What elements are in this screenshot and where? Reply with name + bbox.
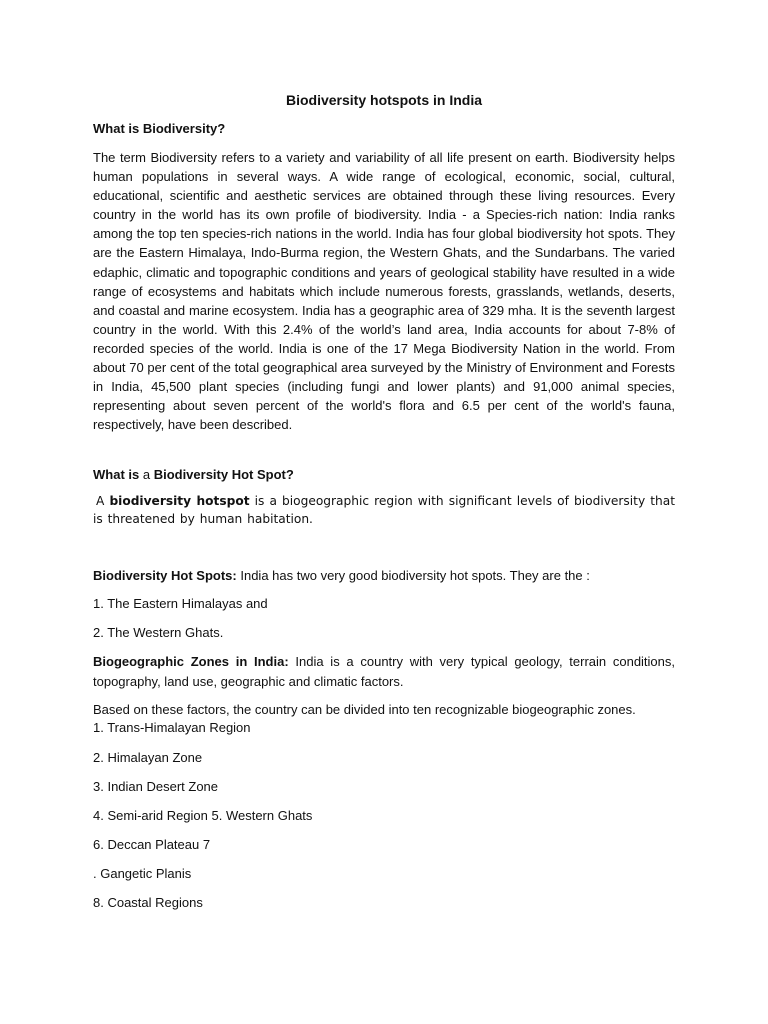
list-item: 3. Indian Desert Zone	[93, 779, 219, 794]
zones-intro: Based on these factors, the country can be divided into ten recognizable biogeographic zones.	[93, 702, 636, 717]
definition-term: biodiversity hotspot	[109, 494, 250, 508]
zones-label: Biogeographic Zones in India:	[93, 654, 289, 669]
list-item: 8. Coastal Regions	[93, 895, 203, 910]
hotspots-label: Biodiversity Hot Spots:	[93, 568, 237, 583]
list-item: 2. Himalayan Zone	[93, 750, 203, 765]
zones-text: India is a country with very typical geology, terrain conditions, topography, land use, geographic and climatic factors.	[93, 654, 676, 689]
heading-hotspot-part-1: What is	[93, 467, 143, 482]
list-item: 6. Deccan Plateau 7	[93, 837, 211, 852]
list-item: 1. Trans-Himalayan Region	[93, 720, 251, 735]
list-item: 2. The Western Ghats.	[93, 625, 224, 640]
heading-what-is-hotspot	[93, 466, 294, 484]
hotspot-definition	[93, 492, 675, 528]
definition-part-2: is a biogeographic region with significant levels of biodiversity that is threatened by human habitation.	[93, 494, 675, 526]
list-item: 1. The Eastern Himalayas and	[93, 596, 268, 611]
document-title: Biodiversity hotspots in India	[285, 92, 483, 108]
list-item: . Gangetic Planis	[93, 866, 192, 881]
hotspots-statement	[93, 566, 675, 585]
heading-what-is-biodiversity: What is Biodiversity?	[93, 121, 226, 136]
hotspots-text: India has two very good biodiversity hot spots. They are the :	[236, 568, 590, 583]
heading-hotspot-part-2: a	[142, 467, 151, 482]
list-item: 4. Semi-arid Region 5. Western Ghats	[93, 808, 313, 823]
heading-hotspot-part-3: Biodiversity Hot Spot?	[150, 467, 294, 482]
zones-paragraph	[93, 652, 675, 692]
definition-part-1: A	[96, 494, 110, 508]
biodiversity-paragraph: The term Biodiversity refers to a variety and variability of all life present on earth. Biodiversity helps human populations in several ways. A wide range of ecological, economic, social, cultural, educational, scientific and aesthetic services are obtained through these living resources. Every country in the world has its own profile of biodiversity. India - a Species-rich nation: India ranks among the top ten species-rich nations in the world. India has four global biodiversity hot spots. They are the Eastern Himalaya, Indo-Burma region, the Western Ghats, and the Sundarbans. The varied edaphic, climatic and topographic conditions and years of geological stability have resulted in a wide range of ecosystems and habitats which include numerous forests, grasslands, wetlands, deserts, and coastal and marine ecosystem. India has a geographic area of 329 mha. It is the seventh largest country in the world. With this 2.4% of the world’s land area, India accounts for about 7-8% of recorded species of the world. India is one of the 17 Mega Biodiversity Nation in the world. From about 70 per cent of the total geographical area surveyed by the Ministry of Environment and Forests in India, 45,500 plant species (including fungi and lower plants) and 91,000 animal species, representing about seven percent of the world's flora and 6.5 per cent of the world's fauna, respectively, have been described.	[93, 150, 675, 433]
